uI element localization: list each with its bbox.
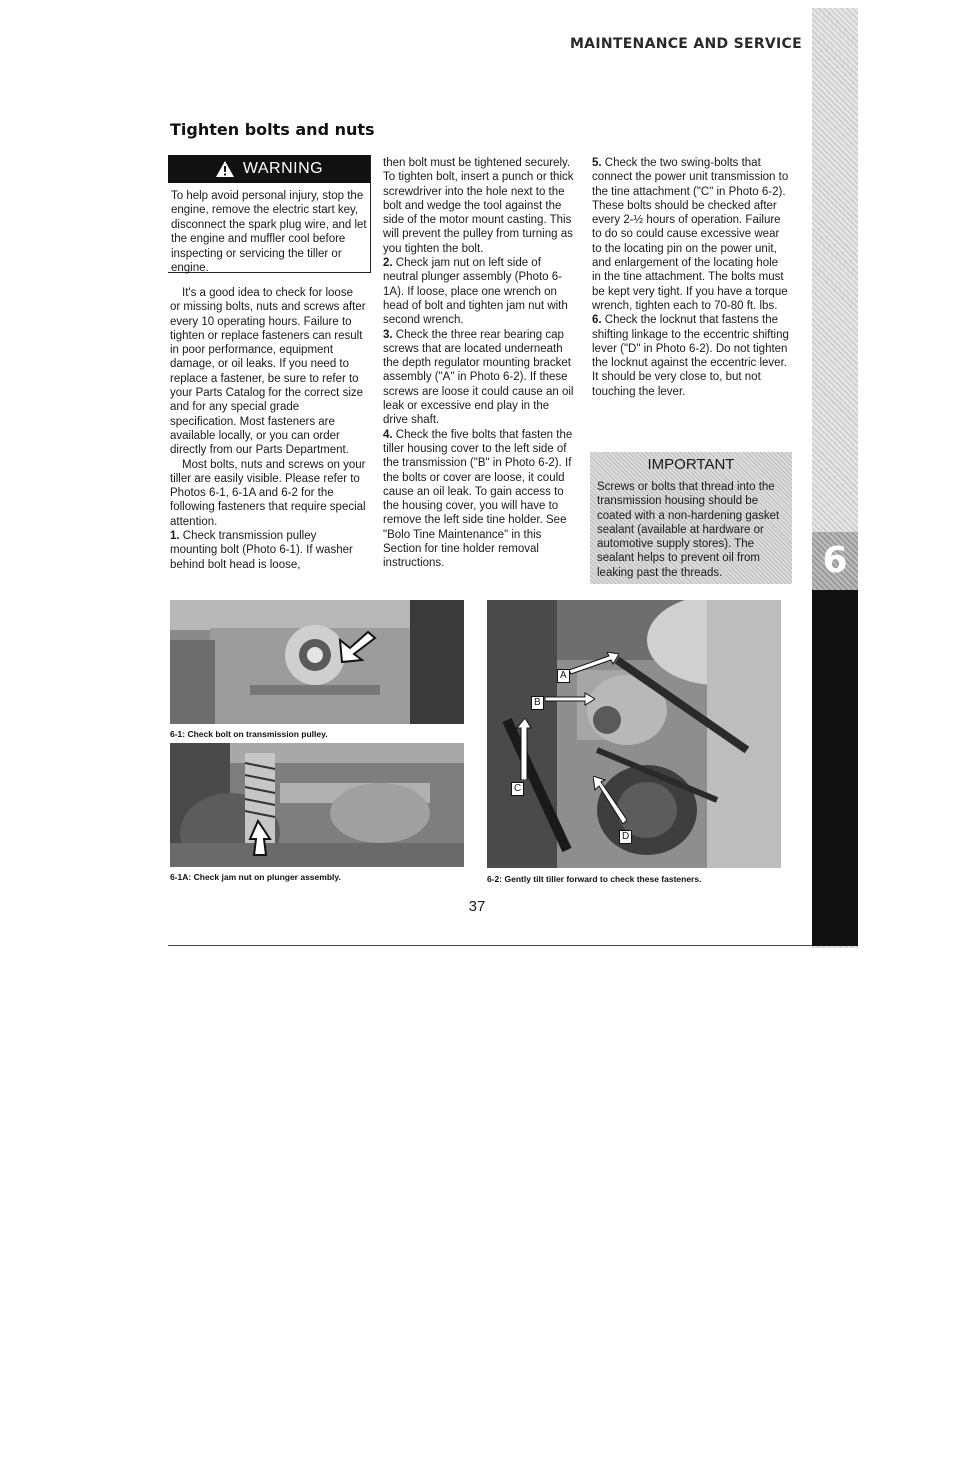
- warning-box: [168, 155, 371, 273]
- step-6: [592, 313, 790, 399]
- step-3: [383, 328, 575, 428]
- photo-label-c: [511, 778, 524, 796]
- intro-paragraph-1: It's a good idea to check for loose or missing bolts, nuts and screws after every 10 operating hours. Failure to tighten or replace fasteners can result in poor performance, equipment damage, or oil leaks. If you need to replace a fastener, be sure to refer to your Parts Catalog for the correct size and for any special grade specification. Most fasteners are available locally, or you can order directly from our Parts Department.: [170, 287, 366, 457]
- text-column-3: [592, 156, 790, 399]
- photo-label-a: [557, 665, 570, 683]
- footer-rule: [168, 945, 812, 946]
- text-column-1: [170, 286, 366, 572]
- section-tab-number: 6: [812, 532, 858, 590]
- step-text: Check the three rear bearing cap screws that are located underneath the depth regulator mounting bracket assembly ("A" in Photo 6-2). If these screws are loose it could cause an oil leak or excessive end play in the drive shaft.: [383, 328, 574, 427]
- step-number: 2.: [383, 257, 393, 270]
- step-text: Check the locknut that fastens the shifting linkage to the eccentric shifting lever ("D" in Photo 6-2). Do not tighten the locknut against the eccentric lever. It should be very close to, but not touching the lever.: [592, 314, 789, 398]
- photo-6-1-caption: 6-1: Check bolt on transmission pulley.: [170, 729, 328, 739]
- label-a-arrow-icon: [569, 652, 619, 682]
- label-d-arrow-icon: [593, 776, 627, 824]
- label-b-arrow-icon: [545, 692, 595, 706]
- step-2: [383, 256, 575, 327]
- warning-label: WARNING: [242, 160, 324, 177]
- photo-6-1a-caption: 6-1A: Check jam nut on plunger assembly.: [170, 872, 341, 882]
- photo-label-b: [531, 692, 544, 710]
- photo-6-2: [487, 600, 781, 868]
- photo-6-1: [170, 600, 464, 724]
- photo-6-1a: [170, 743, 464, 867]
- step-text: Check transmission pulley mounting bolt (Photo 6-1). If washer behind bolt head is loose,: [170, 530, 353, 571]
- step-text: Check the two swing-bolts that connect the power unit transmission to the tine attachment ("C" in Photo 6-2). These bolts should be checked after every 2-½ hours of operation. Failure to do so could cause excessive wear to the locating pin on the power unit, and enlargement of the locating hole in the tine attachment. The bolts must be kept very tight. If you have a torque wrench, tighten each to 70-80 ft. lbs.: [592, 157, 789, 312]
- step-1-lead: [170, 529, 366, 572]
- step-number: 3.: [383, 328, 393, 341]
- warning-text: To help avoid personal injury, stop the engine, remove the electric start key, disconnect the spark plug wire, and let the engine and muffler cool before inspecting or servicing the tiller or engine.: [171, 190, 367, 275]
- step-number: 1.: [170, 530, 180, 543]
- step-number: 5.: [592, 157, 602, 169]
- warning-bar: [168, 155, 370, 183]
- important-label: IMPORTANT: [647, 456, 735, 473]
- step-number: 4.: [383, 428, 393, 441]
- section-tab-dark-band: [812, 590, 858, 946]
- page-number: 37: [468, 898, 486, 915]
- step-4: [383, 428, 575, 571]
- step-text: Check jam nut on left side of neutral plunger assembly (Photo 6-1A). If loose, place one wrench on head of bolt and tighten jam nut with second wrench.: [383, 257, 568, 327]
- step-text: Check the five bolts that fasten the tiller housing cover to the left side of the transmission ("B" in Photo 6-2). If the bolts or cover are loose, it could cause an oil leak. To gain access to the housing cover, you will have to remove the left side tine holder. See "Bolo Tine Maintenance" in this Section for tine holder removal instructions.: [383, 428, 573, 570]
- warning-triangle-icon: [215, 160, 235, 178]
- label-d-text: D: [619, 830, 632, 844]
- step-1-continuation: then bolt must be tightened securely. To tighten bolt, insert a punch or thick screwdriver into the hole next to the bolt and wedge the tool against the side of the motor mount casting. This will prevent the pulley from turning as you tighten the bolt.: [383, 157, 574, 255]
- photo-6-1a-image: [170, 743, 464, 867]
- photo-6-2-caption: 6-2: Gently tilt tiller forward to check these fasteners.: [487, 874, 702, 884]
- label-a-text: A: [557, 669, 570, 683]
- important-box: [590, 452, 792, 584]
- intro-paragraph-2: Most bolts, nuts and screws on your tiller are easily visible. Please refer to Photos 6-1, 6-1A and 6-2 for the following fasteners that require special attention.: [170, 458, 366, 528]
- important-text: Screws or bolts that thread into the transmission housing should be coated with a non-hardening gasket sealant (available at hardware or automotive supply stores). The sealant helps to prevent oil from leaking past the threads.: [597, 481, 780, 579]
- label-b-text: B: [531, 696, 544, 710]
- label-c-text: C: [511, 782, 524, 796]
- photo-6-1-image: [170, 600, 464, 724]
- page-title: Tighten bolts and nuts: [170, 120, 375, 139]
- step-number: 6.: [592, 314, 602, 327]
- label-c-arrow-icon: [513, 718, 533, 780]
- photo-label-d: [619, 826, 632, 844]
- step-5: [592, 156, 790, 313]
- text-column-2: [383, 156, 575, 571]
- section-header: MAINTENANCE AND SERVICE: [569, 36, 802, 52]
